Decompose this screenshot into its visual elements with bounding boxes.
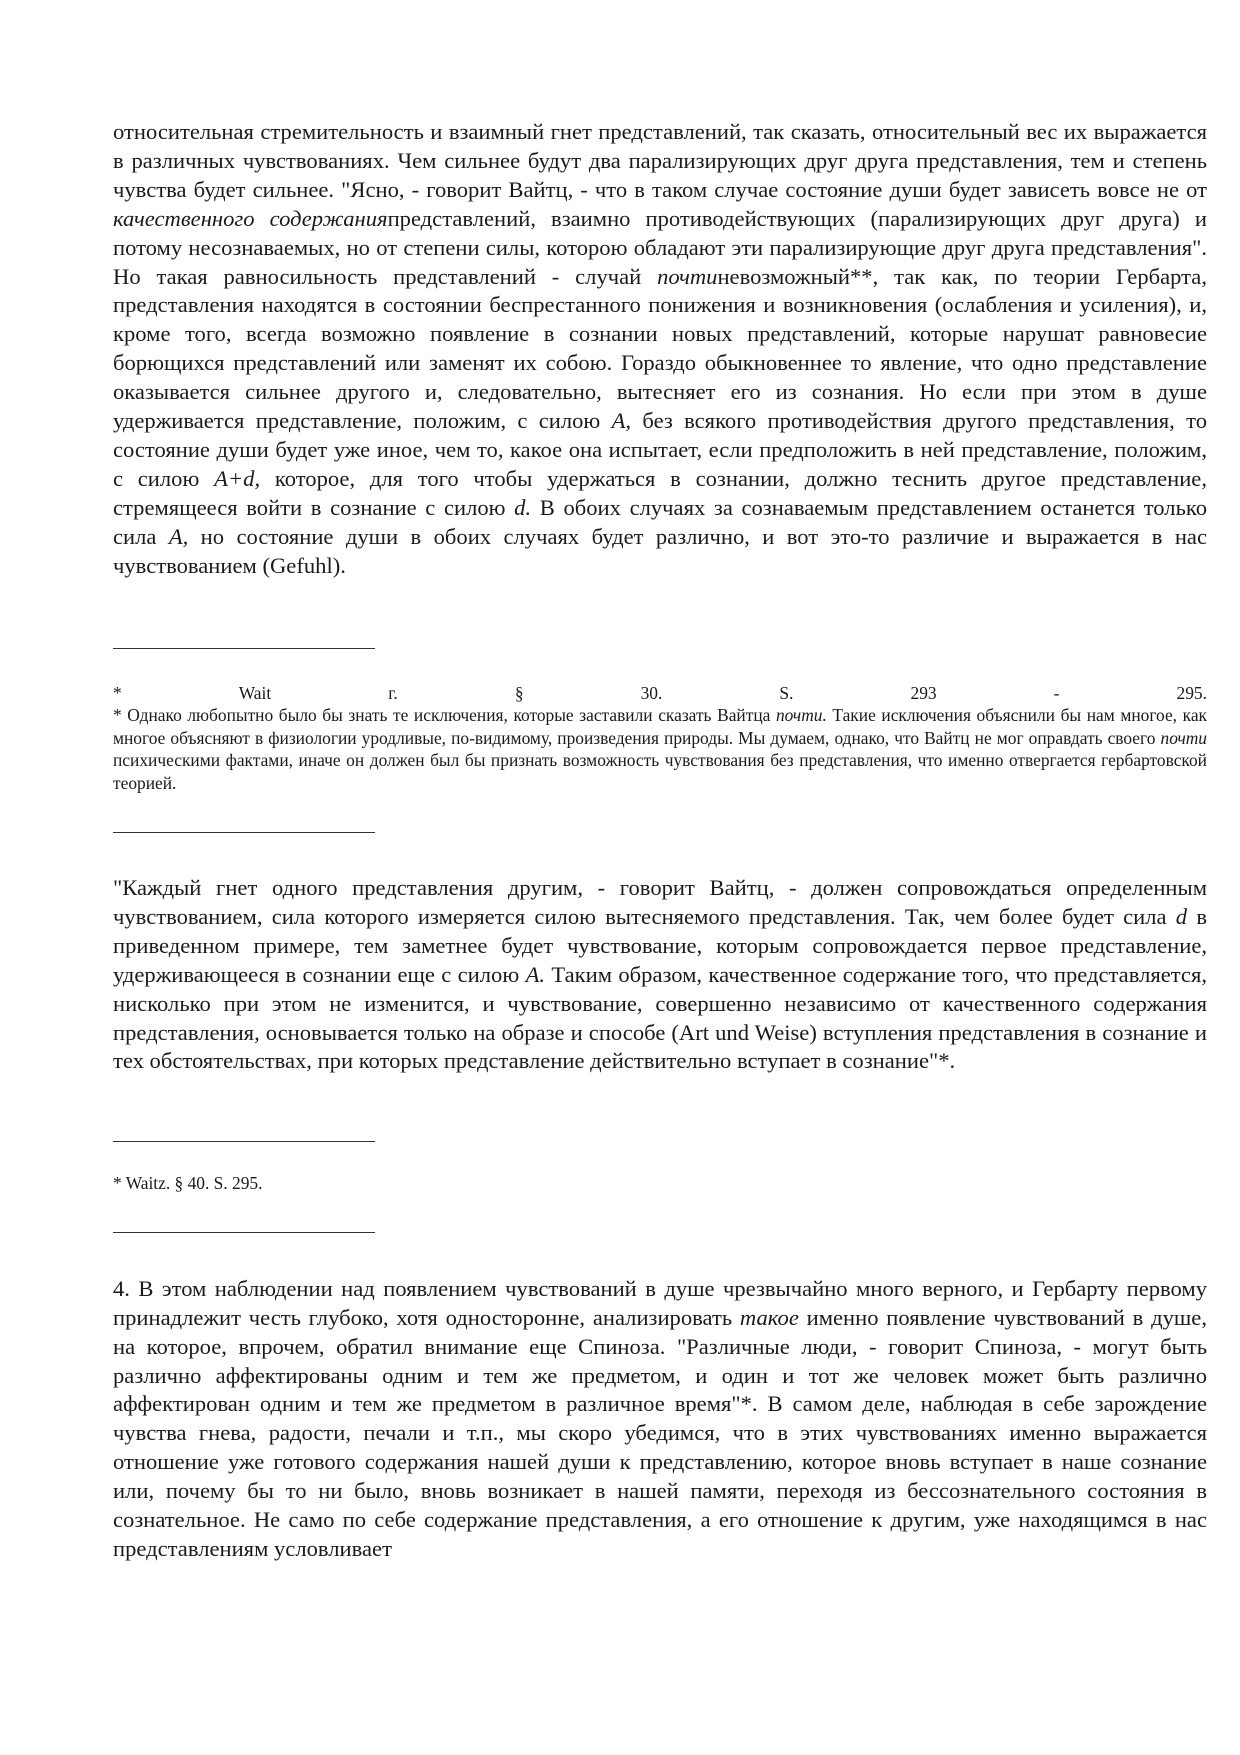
paragraph-2-emphasis-2: А. xyxy=(525,961,546,987)
paragraph-1-text-7: но состояние души в обоих случаях будет различно, и вот это-то различие и выражается в нас чувствованием (Gefuhl). xyxy=(113,523,1207,578)
footnote-1-1-part: * xyxy=(113,682,122,703)
footnote-1-2 xyxy=(113,704,1207,794)
paragraph-1-text-6: В обоих случаях за сознаваемым представлением останется только сила xyxy=(113,494,1208,549)
footnote-1-2-text-1: * Однако любопытно было бы знать те исключения, которые заставили сказать Вайтца xyxy=(113,705,776,725)
footnote-1-2-emphasis-2: почти xyxy=(1160,727,1207,748)
footnote-1-1-part: § xyxy=(514,682,524,703)
footnote-2-1: * Waitz. § 40. S. 295. xyxy=(113,1173,263,1194)
footnote-1-1-part: г. xyxy=(388,682,398,703)
paragraph-1-text-4: без всякого противодействия другого представления, то состояние души будет уже иное, чем то, какое она испытает, если предположить в ней представление, положим, с силою xyxy=(113,408,1207,491)
paragraph-1-text-5: которое, для того чтобы удержаться в сознании, должно теснить другое представление, стремящееся войти в сознание с силою xyxy=(113,465,1207,520)
footnote-1-1-part: - xyxy=(1053,682,1060,703)
footnote-1-1 xyxy=(113,682,1207,705)
paragraph-1-text-2: представлений, взаимно противодействующих (парализирующих друг друга) и потому несознаваемых, но от степени силы, которою обладают эти парализирующие друг друга представления". Но такая равносильность представлений - случай xyxy=(113,205,1208,289)
footnote-1-1-part: 295. xyxy=(1176,682,1207,703)
paragraph-3-text-1: 4. В этом наблюдении над появлением чувствований в душе чрезвычайно много верного, и Гербарту первому принадлежит честь глубоко, хотя односторонне, анализировать xyxy=(113,1275,1207,1330)
paragraph-1-emphasis-5: d. xyxy=(514,494,532,520)
footnote-1-1-part: 30. xyxy=(640,682,663,703)
paragraph-2-text-1: "Каждый гнет одного представления другим, - говорит Вайтц, - должен сопровождаться определенным чувствованием, сила которого измеряется силою вытесняемого представления. Так, чем более будет сила xyxy=(113,875,1207,929)
paragraph-2-emphasis-1: d xyxy=(1175,903,1188,929)
paragraph-3 xyxy=(113,1275,1207,1564)
paragraph-1-emphasis-4: A+d, xyxy=(214,465,261,491)
paragraph-2-text-3: Таким образом, качественное содержание того, что представляется, нисколько при этом не изменится, и чувствование, совершенно независимо от качественного содержания представления, основывается только на образе и способе (Art und Weise) вступления представления в сознание и тех обстоятельствах, при которых представление действительно вступает в сознание"*. xyxy=(113,961,1207,1074)
paragraph-1-emphasis-1: качественного содержания xyxy=(113,205,388,231)
footnote-1-2-text-2: Такие исключения объяснили бы нам многое, как многое объясняют в физиологии уродливые, по-видимому, произведения природы. Мы думаем, однако, что Вайтц не мог оправдать своего xyxy=(113,705,1207,748)
paragraph-1-emphasis-3: А, xyxy=(611,408,632,434)
paragraph-1-emphasis-6: А, xyxy=(168,523,189,549)
paragraph-1 xyxy=(113,118,1207,581)
paragraph-2-text-2: в приведенном примере, тем заметнее будет чувствование, которым сопровождается первое представление, удерживающееся в сознании еще с силою xyxy=(113,903,1207,987)
footnote-1-1-part: 293 xyxy=(910,682,937,703)
footnote-1-1-part: Wait xyxy=(238,682,272,703)
footnote-1-1-part: S. xyxy=(779,682,794,703)
paragraph-1-text-3: невозможный**, так как, по теории Гербарта, представления находятся в состоянии беспрестанного понижения и возникновения (ослабления и усиления), и, кроме того, всегда возможно появление в сознании новых представлений, которые нарушат равновесие борющихся представлений или заменят их собою. Гораздо обыкновеннее то явление, что одно представление оказывается сильнее другого и, следовательно, вытесняет его из сознания. Но если при этом в душе удерживается представление, положим, с силою xyxy=(113,263,1207,434)
document-page xyxy=(113,118,1207,1564)
footnote-1-2-text-3: психическими фактами, иначе он должен был бы признать возможность чувствования без представления, что именно отвергается гербартовской теорией. xyxy=(113,750,1207,793)
paragraph-1-text-1: относительная стремительность и взаимный гнет представлений, так сказать, относительный вес их выражается в различных чувствованиях. Чем сильнее будут два парализирующих друг друга представления, тем и степень чувства будет сильнее. "Ясно, - говорит Вайтц, - что в таком случае состояние души будет зависеть вовсе не от xyxy=(113,119,1207,202)
footnote-1-2-emphasis-1: почти. xyxy=(775,705,827,725)
paragraph-3-emphasis-1: такое xyxy=(739,1304,799,1330)
paragraph-1-emphasis-2: почти xyxy=(657,263,718,289)
paragraph-2 xyxy=(113,874,1207,1076)
paragraph-3-text-2: именно появление чувствований в душе, на которое, впрочем, обратил внимание еще Спиноза. "Различные люди, - говорит Спиноза, - могут быть различно аффектированы одним и тем же предметом, и один и тот же человек может быть различно аффектирован одним и тем же предметом в различное время"*. В самом деле, наблюдая в себе зарождение чувства гнева, радости, печали и т.п., мы скоро убедимся, что в этих чувствованиях именно выражается отношение уже готового содержания нашей души к представлению, которое вновь вступает в наше сознание или, почему бы то ни было, вновь возникает в нашей памяти, переходя из бессознательного состояния в сознательное. Не само по себе содержание представления, а его отношение к другим, уже находящимся в нас представлениям условливает xyxy=(113,1304,1207,1561)
